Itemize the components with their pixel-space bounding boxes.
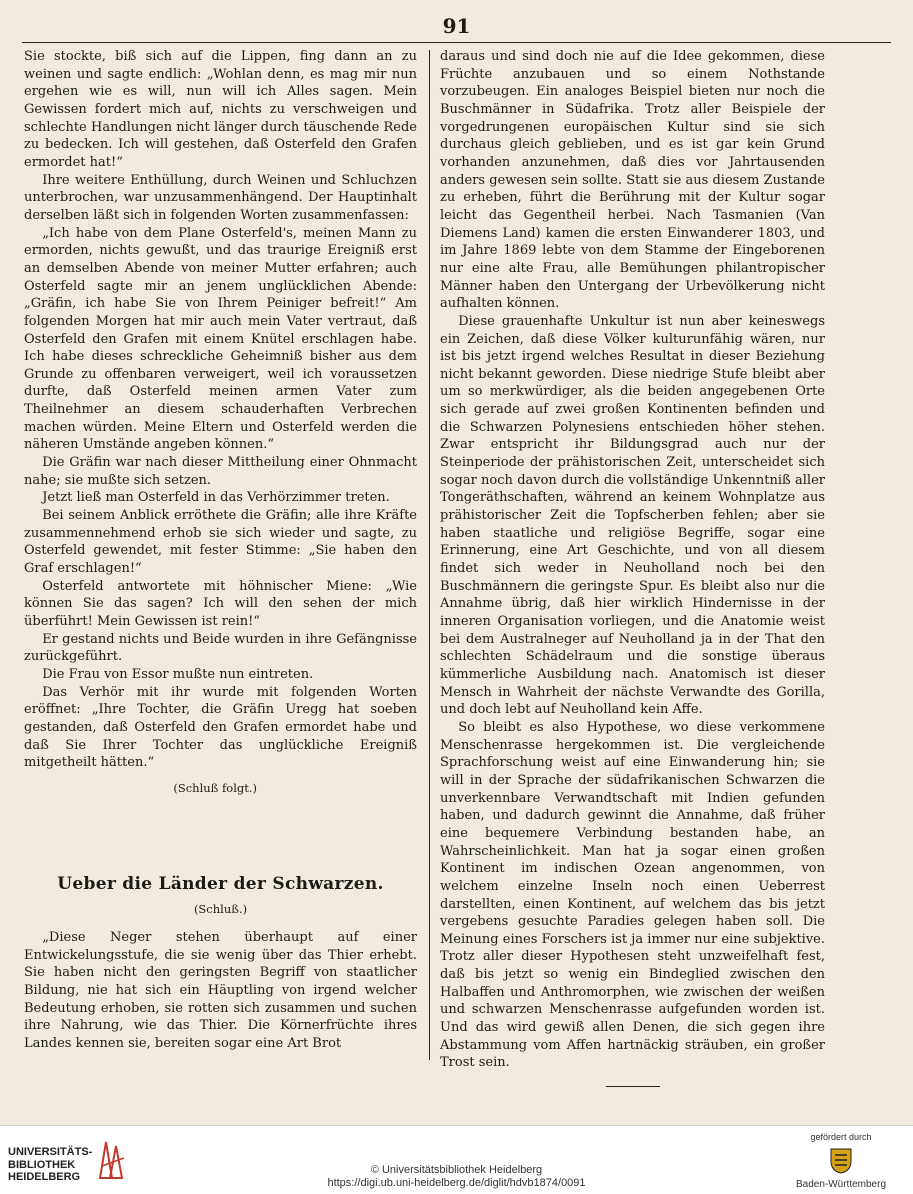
right-column [440,48,825,1087]
logo-line-2: BIBLIOTHEK [8,1158,76,1171]
left-paragraph-7: Osterfeld antwortete mit höhnischer Miene: „Wie können Sie das sagen? Ich will den sehen der mich überführt! Mein Gewissen ist rein!“ [24,578,417,629]
logo-line-1: UNIVERSITÄTS- [8,1146,93,1158]
header-rule [22,42,891,43]
left-paragraph-3: „Ich habe von dem Plane Osterfeld's, meinen Mann zu ermorden, nichts gewußt, und das traurige Ereigniß erst an demselben Abende von meiner Mutter erfahren; auch Osterfeld sagte mir an jenem unglücklichen Abende: „Gräfin, ich habe Sie von Ihrem Peiniger befreit!“ Am folgenden Morgen hat mir auch mein Vater vertraut, daß Osterfeld den Grafen mit einem Knütel erschlagen habe. Ich habe dieses schreckliche Geheimniß bisher aus dem Grunde zu offenbaren verweigert, weil ich voraussetzen durfte, daß Osterfeld meinen armen Vater zum Theilnehmer an diesem schauderhaften Verbrechen machen würden. Meine Eltern und Osterfeld werden die näheren Umstände angeben können.“ [24,225,417,453]
right-paragraph-2: Diese grauenhafte Unkultur ist nun aber keineswegs ein Zeichen, daß diese Völker kulturunfähig wären, nur ist bis jetzt irgend welches Resultat in dieser Beziehung nicht bekannt geworden. Diese niedrige Stufe bleibt aber um so merkwürdiger, als die beiden angegebenen Orte sich gerade auf zwei großen Kontinenten befinden und die Schwarzen Polynesiens entschieden höher stehen. Zwar entspricht ihr Bildungsgrad auch nur der Steinperiode der prähistorischen Zeit, unterscheidet sich sogar noch davon durch die vollständige Unkenntniß aller Tongeräthschaften, während an keinem Wohnplatze aus prähistorischer Zeit die Topfscherben fehlen; aber sie haben staatliche und religiöse Begriffe, sogar eine Erinnerung, eine Art Geschichte, und von all diesem findet sich weder in Neuholland noch bei den Buschmännern die geringste Spur. Es bleibt also nur die Annahme übrig, daß hier wirklich Hindernisse in der inneren Organisation vorliegen, und die Anatomie weist bei dem Australneger auf Neuholland ja in der That den schlechten Schädelraum und die sonstige überaus kümmerliche Ausbildung nach. Anatomisch ist dieser Mensch in Wahrheit der nächste Verwandte des Gorilla, und doch lebt auf Neuholland kein Affe. [440,313,825,718]
left-paragraph-9: Die Frau von Essor mußte nun eintreten. [42,666,314,682]
footer-bar [0,1125,913,1194]
page-number: 91 [442,14,471,38]
end-rule [606,1086,660,1087]
sponsor-name: Baden-Württemberg [795,1179,887,1190]
continuation-note: (Schluß folgt.) [173,780,257,795]
right-paragraph-3: So bleibt es also Hypothese, wo diese verkommene Menschenrasse hergekommen ist. Die vergleichende Sprachforschung weist auf eine Einwanderung hin; sie will in der Sprache der südafrikanischen Schwarzen die unverkennbare Verwandtschaft mit Indien gefunden haben, und dadurch gewinnt die Annahme, daß früher eine bequemere Verbindung bestanden habe, an Wahrscheinlichkeit. Man hat ja sogar einen großen Kontinent im indischen Ozean angenommen, von welchem einzelne Inseln noch einen Ueberrest darstellten, einen Kontinent, auf welchem das bis jetzt vergebens gesuchte Paradies gelegen haben soll. Die Meinung eines Forschers ist ja immer nur eine subjektive. Trotz aller dieser Hypothesen steht unzweifelhaft fest, daß bis jetzt so wenig ein Bindeglied zwischen den Halbaffen und Anthromorphen, wie zwischen der weißen und schwarzen Menschenrasse aufgefunden worden ist. Und das wird gewiß allen Denen, die sich gegen ihre Abstammung vom Affen hartnäckig sträuben, ein großer Trost sein. [440,719,825,1071]
left-paragraph-10: Das Verhör mit ihr wurde mit folgenden Worten eröffnet: „Ihre Tochter, die Gräfin Uregg hat soeben gestanden, daß Osterfeld den Grafen ermordet habe und daß Sie Ihrer Tochter das unglückliche Ereigniß mitgetheilt hätten.“ [24,684,417,771]
copyright-text: © Universitätsbibliothek Heidelberg [370,1164,543,1176]
section-paragraph: „Diese Neger stehen überhaupt auf einer Entwickelungsstufe, die sie wenig über das Thier erhebt. Sie haben nicht den geringsten Begriff von staatlicher Bildung, nie hat sich ein Häuptling von irgend welcher Bedeutung erhoben, sie rotten sich zusammen und suchen ihre Nahrung, wie das Thier. Die Körnerfrüchte ihres Landes kennen sie, bereiten sogar eine Art Brot [24,929,417,1051]
right-paragraph-1: daraus und sind doch nie auf die Idee gekommen, diese Früchte anzubauen und so einem Nothstande vorzubeugen. Ein analoges Beispiel bieten nur noch die Buschmänner in Südafrika. Trotz aller Beispiele der vorgedrungenen europäischen Kultur sind sie sich durchaus gleich geblieben, und es ist gar kein Grund vorhanden anzunehmen, daß dies vor Jahrtausenden anders gewesen sein sollte. Statt sie aus diesem Zustande zu erheben, führt die Berührung mit der Kultur sogar leicht das Gegentheil herbei. Nach Tasmanien (Van Diemens Land) kamen die ersten Einwanderer 1803, und im Jahre 1869 lebte von dem Stamme der Eingeborenen nur eine alte Frau, alle Bemühungen philantropischer Männer haben den Untergang der Urbevölkerung nicht aufhalten können. [440,49,825,312]
section-subtitle: (Schluß.) [193,902,248,917]
sponsor-block [781,1132,901,1190]
sponsor-label: gefördert durch [810,1132,872,1142]
crest-icon [825,1145,857,1175]
source-url-link[interactable]: https://digi.ub.uni-heidelberg.de/diglit/hdvb1874/0091 [327,1177,586,1189]
column-divider [429,50,430,1060]
left-paragraph-2: Ihre weitere Enthüllung, durch Weinen und Schluchzen unterbrochen, war unzusammenhängend. Der Hauptinhalt derselben läßt sich in folgenden Worten zusammenfassen: [24,172,417,223]
left-paragraph-5: Jetzt ließ man Osterfeld in das Verhörzimmer treten. [42,490,390,506]
left-paragraph-8: Er gestand nichts und Beide wurden in ihre Gefängnisse zurückgeführt. [24,631,417,665]
left-column [24,48,417,1052]
section-title: Ueber die Länder der Schwarzen. [57,873,384,894]
copyright-notice [0,1164,913,1190]
left-paragraph-6: Bei seinem Anblick erröthete die Gräfin; alle ihre Kräfte zusammennehmend erhob sie sich wieder und sagte, zu Osterfeld gewendet, mit fester Stimme: „Sie haben den Graf erschlagen!“ [24,508,417,577]
left-paragraph-4: Die Gräfin war nach dieser Mittheilung einer Ohnmacht nahe; sie mußte sich setzen. [24,455,417,488]
logo-line-3: HEIDELBERG [8,1171,81,1183]
left-paragraph-1: Sie stockte, biß sich auf die Lippen, fing dann an zu weinen und sagte endlich: „Wohlan denn, es mag mir nun ergehen wie es will, nun will ich Alles sagen. Mein Gewissen fordert mich auf, nichts zu verschweigen und schlechte Handlungen nicht länger durch täuschende Rede zu bedecken. Ich will gestehen, daß Osterfeld den Grafen ermordet hat!“ [24,49,417,170]
